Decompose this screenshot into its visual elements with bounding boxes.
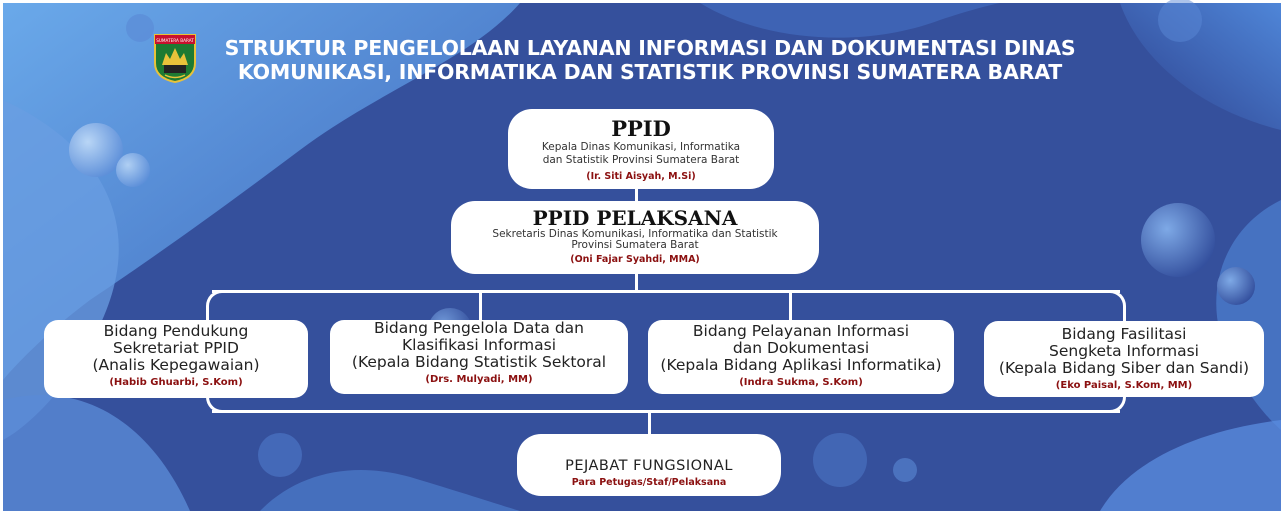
connector-pelaksana-down [635, 272, 638, 292]
unit-1-line-1: Bidang Pendukung [103, 322, 249, 340]
unit-box-pendukung [44, 320, 308, 398]
unit-4-line-1: Bidang Fasilitasi [1061, 325, 1187, 343]
connector-unit-3 [789, 292, 792, 322]
pelaksana-desc-line-1: Sekretaris Dinas Komunikasi, Informatika dan Statistik [492, 228, 778, 240]
unit-box-pengelola-data [330, 320, 628, 394]
unit-4-line-3: (Kepala Bidang Siber dan Sandi) [998, 359, 1250, 377]
unit-1-line-3: (Analis Kepegawaian) [92, 356, 260, 374]
fungsional-sub: Para Petugas/Staf/Pelaksana [571, 477, 727, 488]
unit-2-person: (Drs. Mulyadi, MM) [425, 374, 533, 385]
unit-3-line-2: dan Dokumentasi [732, 339, 870, 357]
fungsional-title: PEJABAT FUNGSIONAL [565, 458, 733, 474]
fungsional-box [517, 434, 781, 496]
unit-3-line-1: Bidang Pelayanan Informasi [692, 322, 910, 340]
title-line-1: STRUKTUR PENGELOLAAN LAYANAN INFORMASI DAN DOKUMENTASI DINAS [224, 36, 1076, 60]
ppid-title: PPID [611, 116, 671, 141]
title-line-2: KOMUNIKASI, INFORMATIKA DAN STATISTIK PROVINSI SUMATERA BARAT [237, 60, 1063, 84]
ppid-desc-line-2: dan Statistik Provinsi Sumatera Barat [542, 154, 740, 166]
unit-1-line-2: Sekretariat PPID [113, 339, 239, 357]
unit-box-fasilitasi [984, 321, 1264, 397]
svg-text:SUMATERA BARAT: SUMATERA BARAT [156, 38, 194, 43]
unit-1-person: (Habib Ghuarbi, S.Kom) [109, 377, 243, 388]
province-logo [152, 33, 198, 83]
unit-4-person: (Eko Paisal, S.Kom, MM) [1055, 380, 1193, 391]
units-bracket-bottom [212, 410, 1120, 413]
unit-4-line-2: Sengketa Informasi [1049, 342, 1199, 360]
ppid-pelaksana-box [451, 201, 819, 274]
unit-3-person: (Indra Sukma, S.Kom) [739, 377, 863, 388]
unit-3-line-3: (Kepala Bidang Aplikasi Informatika) [660, 356, 942, 374]
unit-2-line-1: Bidang Pengelola Data dan [373, 319, 584, 337]
ppid-box [508, 109, 774, 189]
connector-unit-2 [479, 292, 482, 322]
unit-2-line-2: Klasifikasi Informasi [401, 336, 557, 354]
page-title [215, 36, 1085, 84]
ppid-person: (Ir. Siti Aisyah, M.Si) [586, 171, 696, 182]
pelaksana-title: PPID PELAKSANA [532, 206, 738, 230]
ppid-desc-line-1: Kepala Dinas Komunikasi, Informatika [541, 141, 741, 153]
units-bracket-top [212, 290, 1120, 293]
pelaksana-desc-line-2: Provinsi Sumatera Barat [571, 239, 699, 251]
unit-box-pelayanan [648, 320, 954, 394]
pelaksana-person: (Oni Fajar Syahdi, MMA) [570, 254, 700, 265]
unit-2-line-3: (Kepala Bidang Statistik Sektoral [351, 353, 607, 371]
